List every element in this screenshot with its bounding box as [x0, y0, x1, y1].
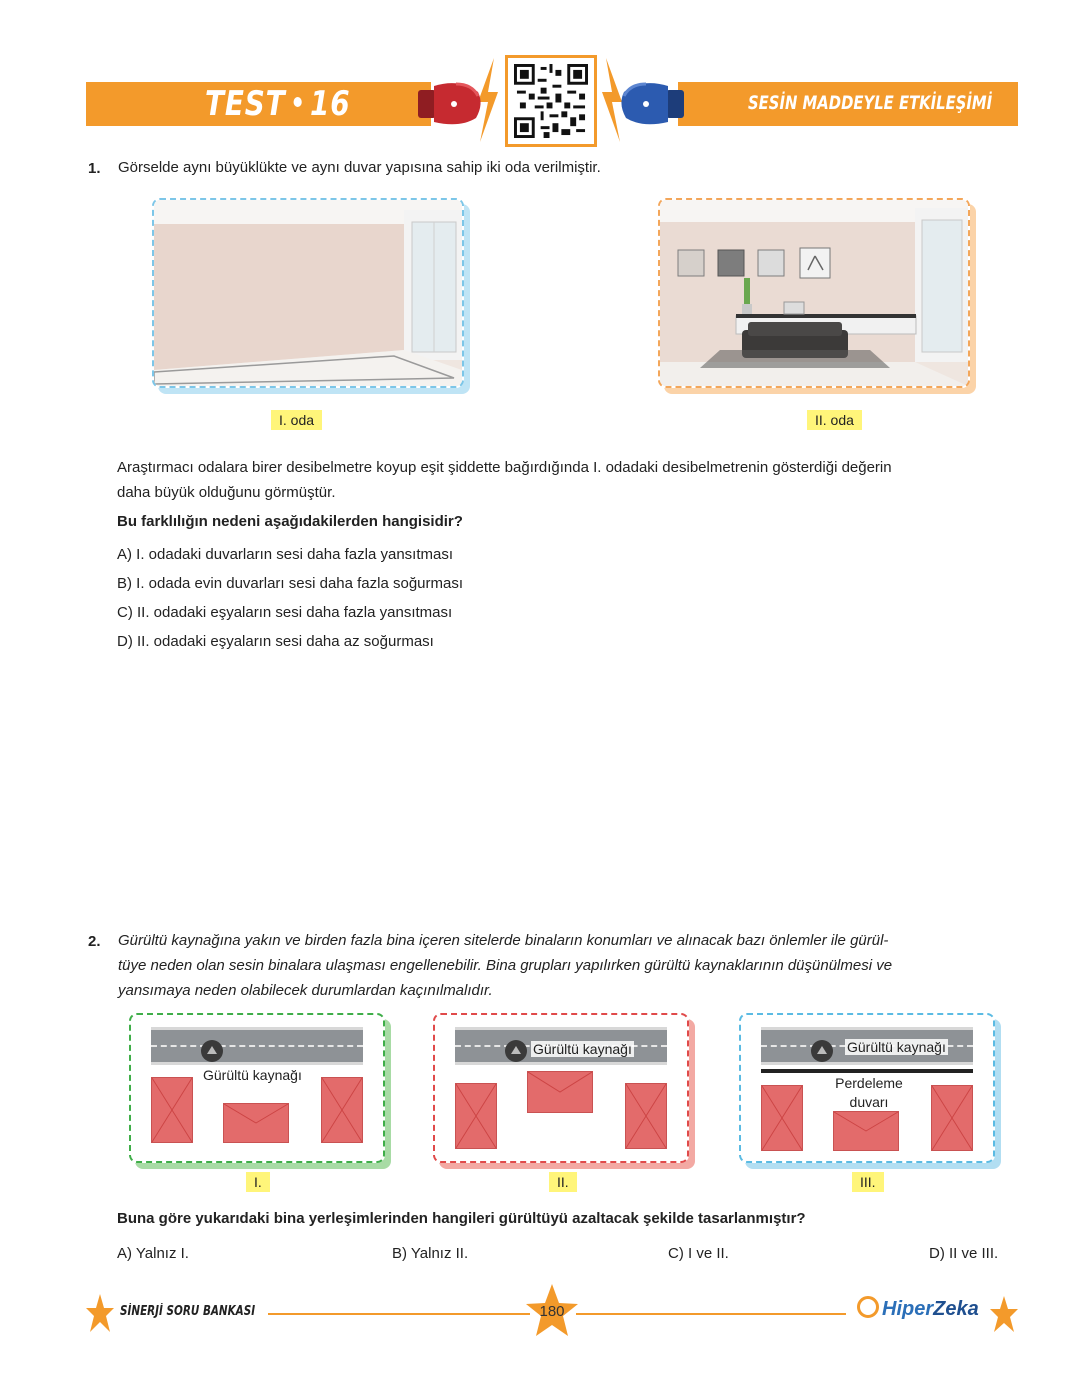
page-number: 180	[539, 1303, 565, 1320]
noise-source-icon	[199, 1038, 225, 1064]
barrier-label-line-1: Perdeleme	[831, 1075, 907, 1091]
question-1-body-line-1: Araştırmacı odalara birer desibelmetre koyup eşit şiddette bağırdığında I. odadaki desibelmetrenin gösterdiği değerin	[117, 459, 892, 476]
test-title	[205, 84, 350, 124]
topic-title: SESİN MADDEYLE ETKİLEŞİMİ	[748, 92, 993, 114]
footer-line-left	[268, 1313, 530, 1315]
room-1-label: I. oda	[271, 410, 322, 430]
star-right-icon	[990, 1296, 1018, 1334]
answer-d[interactable]: D) II ve III.	[929, 1245, 999, 1262]
qr-code[interactable]	[505, 55, 597, 147]
noise-source-icon	[503, 1038, 529, 1064]
answer-b[interactable]: B) Yalnız II.	[392, 1245, 469, 1262]
layout-3-diagram	[739, 1013, 995, 1163]
star-left-icon	[86, 1294, 114, 1334]
building	[833, 1111, 899, 1151]
building	[527, 1071, 593, 1113]
layout-2-label: II.	[549, 1172, 577, 1192]
layout-1-label: I.	[246, 1172, 270, 1192]
logo-text-2: Zeka	[933, 1298, 979, 1320]
layout-2-diagram	[433, 1013, 689, 1163]
logo-text-1: Hiper	[882, 1298, 934, 1320]
question-1-number: 1.	[88, 160, 101, 177]
noise-source-label: Gürültü kaynağı	[847, 1039, 946, 1055]
question-1-intro: Görselde aynı büyüklükte ve aynı duvar yapısına sahip iki oda verilmiştir.	[118, 159, 601, 176]
room-1-image	[152, 198, 464, 388]
question-1-body-line-2: daha büyük olduğunu görmüştür.	[117, 484, 336, 501]
question-2-line-1: Gürültü kaynağına yakın ve birden fazla bina içeren sitelerde binaların konumları ve alınacak bazı önlemler ile gürül-	[118, 932, 889, 949]
furnished-room-illustration	[660, 200, 968, 386]
noise-source-icon	[809, 1038, 835, 1064]
building	[321, 1077, 363, 1143]
test-label: TEST	[205, 84, 286, 124]
empty-room-illustration	[154, 200, 462, 386]
option-a[interactable]: A) I. odadaki duvarların sesi daha fazla yansıtması	[117, 546, 454, 563]
question-2-line-3: yansımaya neden olabilecek durumlardan kaçınılmalıdır.	[118, 982, 493, 999]
option-d[interactable]: D) II. odadaki eşyaların sesi daha az soğurması	[117, 633, 434, 650]
road	[151, 1027, 363, 1065]
building	[455, 1083, 497, 1149]
question-2-prompt: Buna göre yukarıdaki bina yerleşimlerinden hangileri gürültüyü azaltacak şekilde tasarlanmıştır?	[117, 1210, 806, 1227]
test-number: 16	[310, 84, 351, 124]
bullet-icon	[294, 97, 302, 107]
barrier-label-line-2: duvarı	[831, 1094, 907, 1110]
qr-code-icon	[514, 64, 588, 138]
layout-1-diagram	[129, 1013, 385, 1163]
red-boxing-glove-icon	[416, 78, 484, 128]
logo-ring-icon	[857, 1296, 879, 1318]
answer-c[interactable]: C) I ve II.	[668, 1245, 729, 1262]
footer-brand: SİNERJİ SORU BANKASI	[120, 1304, 256, 1319]
answer-a[interactable]: A) Yalnız I.	[117, 1245, 189, 1262]
footer-line-right	[576, 1313, 846, 1315]
option-b[interactable]: B) I. odada evin duvarları sesi daha fazla soğurması	[117, 575, 464, 592]
building	[625, 1083, 667, 1149]
question-2-line-2: tüye neden olan sesin binalara ulaşması engellenebilir. Bina grupları yapılırken gürültü kaynaklarının düşünülmesi ve	[118, 957, 893, 974]
blue-boxing-glove-icon	[618, 78, 686, 128]
building	[223, 1103, 289, 1143]
question-1-prompt: Bu farklılığın nedeni aşağıdakilerden hangisidir?	[117, 513, 463, 530]
layout-3-label: III.	[852, 1172, 884, 1192]
building	[931, 1085, 973, 1151]
question-2-number: 2.	[88, 933, 101, 950]
building	[151, 1077, 193, 1143]
publisher-logo	[857, 1296, 979, 1321]
building	[761, 1085, 803, 1151]
option-c[interactable]: C) II. odadaki eşyaların sesi daha fazla yansıtması	[117, 604, 453, 621]
room-2-image	[658, 198, 970, 388]
barrier-wall	[761, 1069, 973, 1073]
room-2-label: II. oda	[807, 410, 862, 430]
noise-source-label: Gürültü kaynağı	[203, 1067, 302, 1083]
noise-source-label: Gürültü kaynağı	[533, 1041, 632, 1057]
